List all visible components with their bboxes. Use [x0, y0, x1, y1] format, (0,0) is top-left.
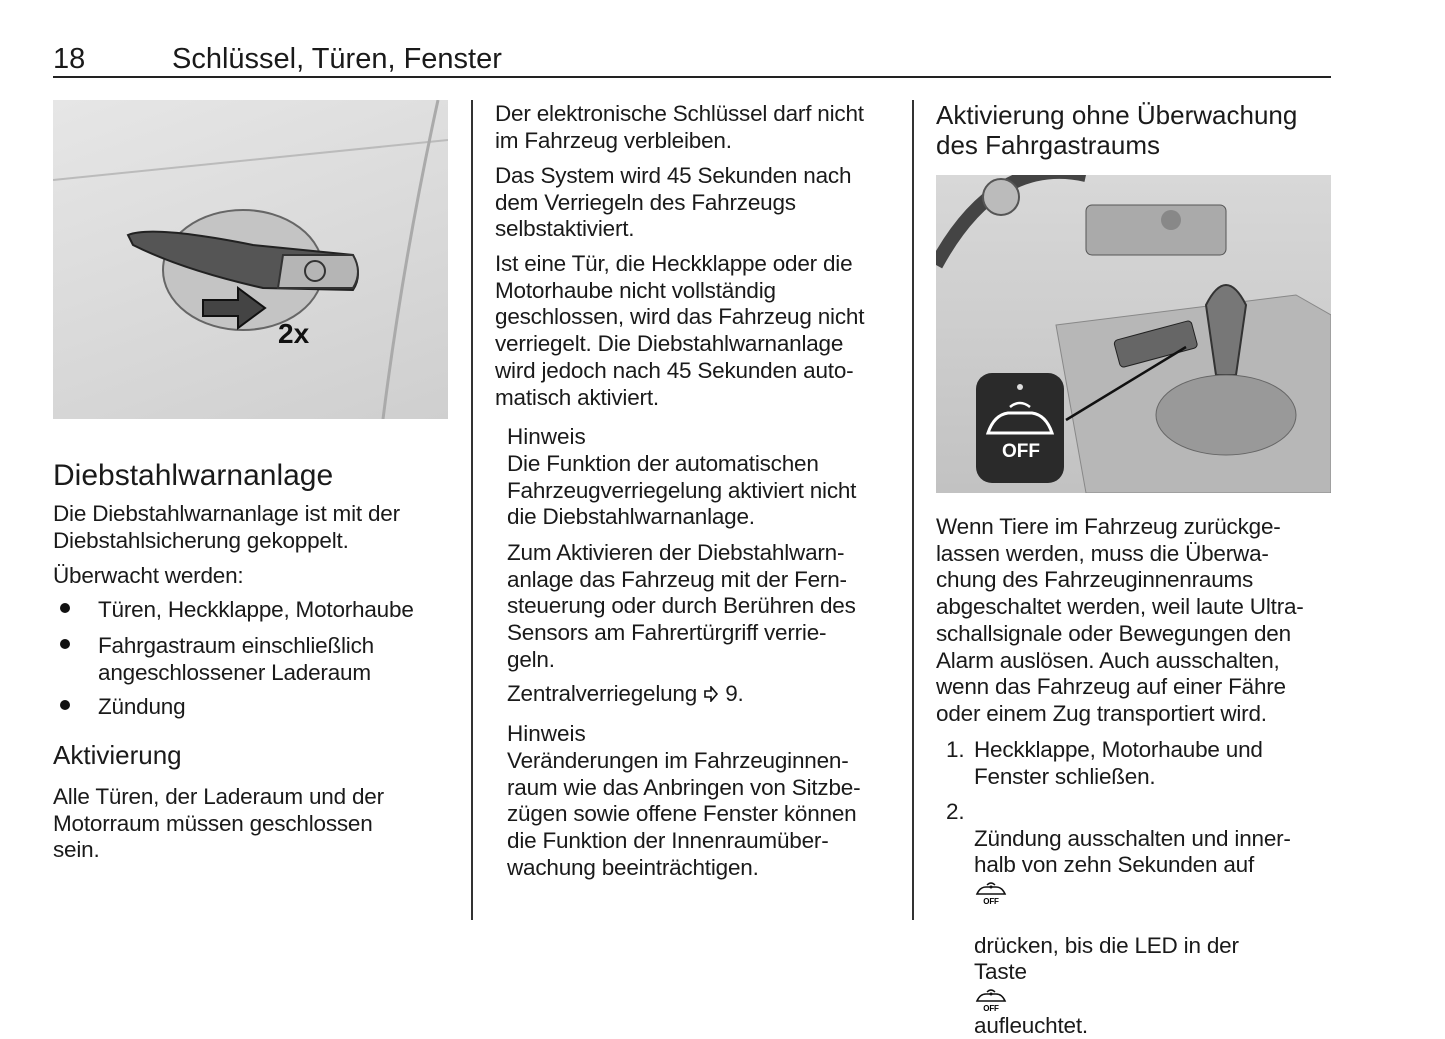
section-heading: Diebstahlwarnanlage	[53, 459, 334, 492]
subheading: Aktivierung	[53, 740, 182, 770]
step-number: 2.	[946, 799, 965, 824]
column-divider	[471, 100, 473, 920]
xref-page: 9.	[725, 681, 744, 706]
paragraph: Überwacht werden:	[53, 563, 244, 588]
arrow-right-outline-icon	[703, 686, 719, 702]
column-divider	[912, 100, 914, 920]
step-text	[974, 799, 1334, 1039]
note-title: Hinweis	[507, 424, 586, 449]
step-text-part: Zündung ausschalten und inner- halb von zehn Sekunden auf	[974, 825, 1291, 878]
note-text: Veränderungen im Fahrzeuginnen- raum wie das Anbringen von Sitzbe- zügen sowie offene Fenster können die Funktion der Innenraumüber- wachung beeinträchtigen.	[507, 748, 861, 880]
paragraph: Die Diebstahlwarnanlage ist mit der Diebstahlsicherung gekoppelt.	[53, 501, 400, 553]
paragraph: Ist eine Tür, die Heckklappe oder die Motorhaube nicht vollständig geschlossen, wird das Fahrzeug nicht verriegelt. Die Diebstahlwarnanlage wird jedoch nach 45 Sekunden auto- matisch aktiviert.	[495, 251, 865, 410]
door-handle-icon	[53, 100, 448, 419]
paragraph: Wenn Tiere im Fahrzeug zurückge- lassen werden, muss die Überwa- chung des Fahrzeuginnenraums abgeschaltet werden, weil laute Ultra- schallsignale oder Bewegungen den Alarm auslösen. Auch ausschalten, wenn das Fahrzeug auf einer Fähre oder einem Zug transportiert wird.	[936, 514, 1304, 726]
note-text: Die Funktion der automatischen Fahrzeugverriegelung aktiviert nicht die Diebstahlwarnanlage.	[507, 451, 857, 530]
bullet-icon	[60, 639, 70, 649]
note-text: Zum Aktivieren der Diebstahlwarn- anlage das Fahrzeug mit der Fern- steuerung oder durch Berühren des Sensors am Fahrertürgriff verrie- geln.	[507, 540, 856, 672]
step-text: Heckklappe, Motorhaube und Fenster schließen.	[974, 737, 1263, 789]
step-text-part: aufleuchtet.	[974, 1012, 1088, 1038]
console-icon	[936, 175, 1331, 493]
note-title: Hinweis	[507, 721, 586, 746]
paragraph: Das System wird 45 Sekunden nach dem Verriegeln des Fahrzeugs selbstaktiviert.	[495, 163, 852, 242]
header-rule	[53, 76, 1331, 78]
svg-text:OFF: OFF	[983, 1003, 999, 1012]
car-alarm-off-icon	[974, 986, 1008, 1012]
paragraph: Der elektronische Schlüssel darf nicht im Fahrzeug verbleiben.	[495, 101, 864, 153]
paragraph: Alle Türen, der Laderaum und der Motorraum müssen geschlossen sein.	[53, 784, 384, 863]
cross-reference[interactable]	[507, 681, 744, 708]
bullet-icon	[60, 700, 70, 710]
list-item: Türen, Heckklappe, Motorhaube	[98, 597, 414, 622]
svg-text:OFF: OFF	[983, 897, 999, 906]
step-text-part: drücken, bis die LED in der Taste	[974, 932, 1239, 985]
xref-text: Zentralverriegelung	[507, 681, 698, 706]
figure-label: 2x	[278, 318, 310, 349]
step-number: 1.	[946, 737, 965, 762]
car-alarm-off-icon	[974, 879, 1008, 905]
page-number: 18	[53, 43, 86, 75]
door-handle-illustration	[53, 100, 448, 419]
section-heading: Aktivierung ohne Überwachung des Fahrgastraums	[936, 100, 1298, 160]
off-button-label: OFF	[1002, 441, 1040, 462]
center-console-illustration	[936, 175, 1331, 493]
list-item: Fahrgastraum einschließlich angeschlossener Laderaum	[98, 633, 374, 685]
list-item: Zündung	[98, 694, 186, 719]
page-title: Schlüssel, Türen, Fenster	[172, 43, 502, 75]
bullet-icon	[60, 603, 70, 613]
